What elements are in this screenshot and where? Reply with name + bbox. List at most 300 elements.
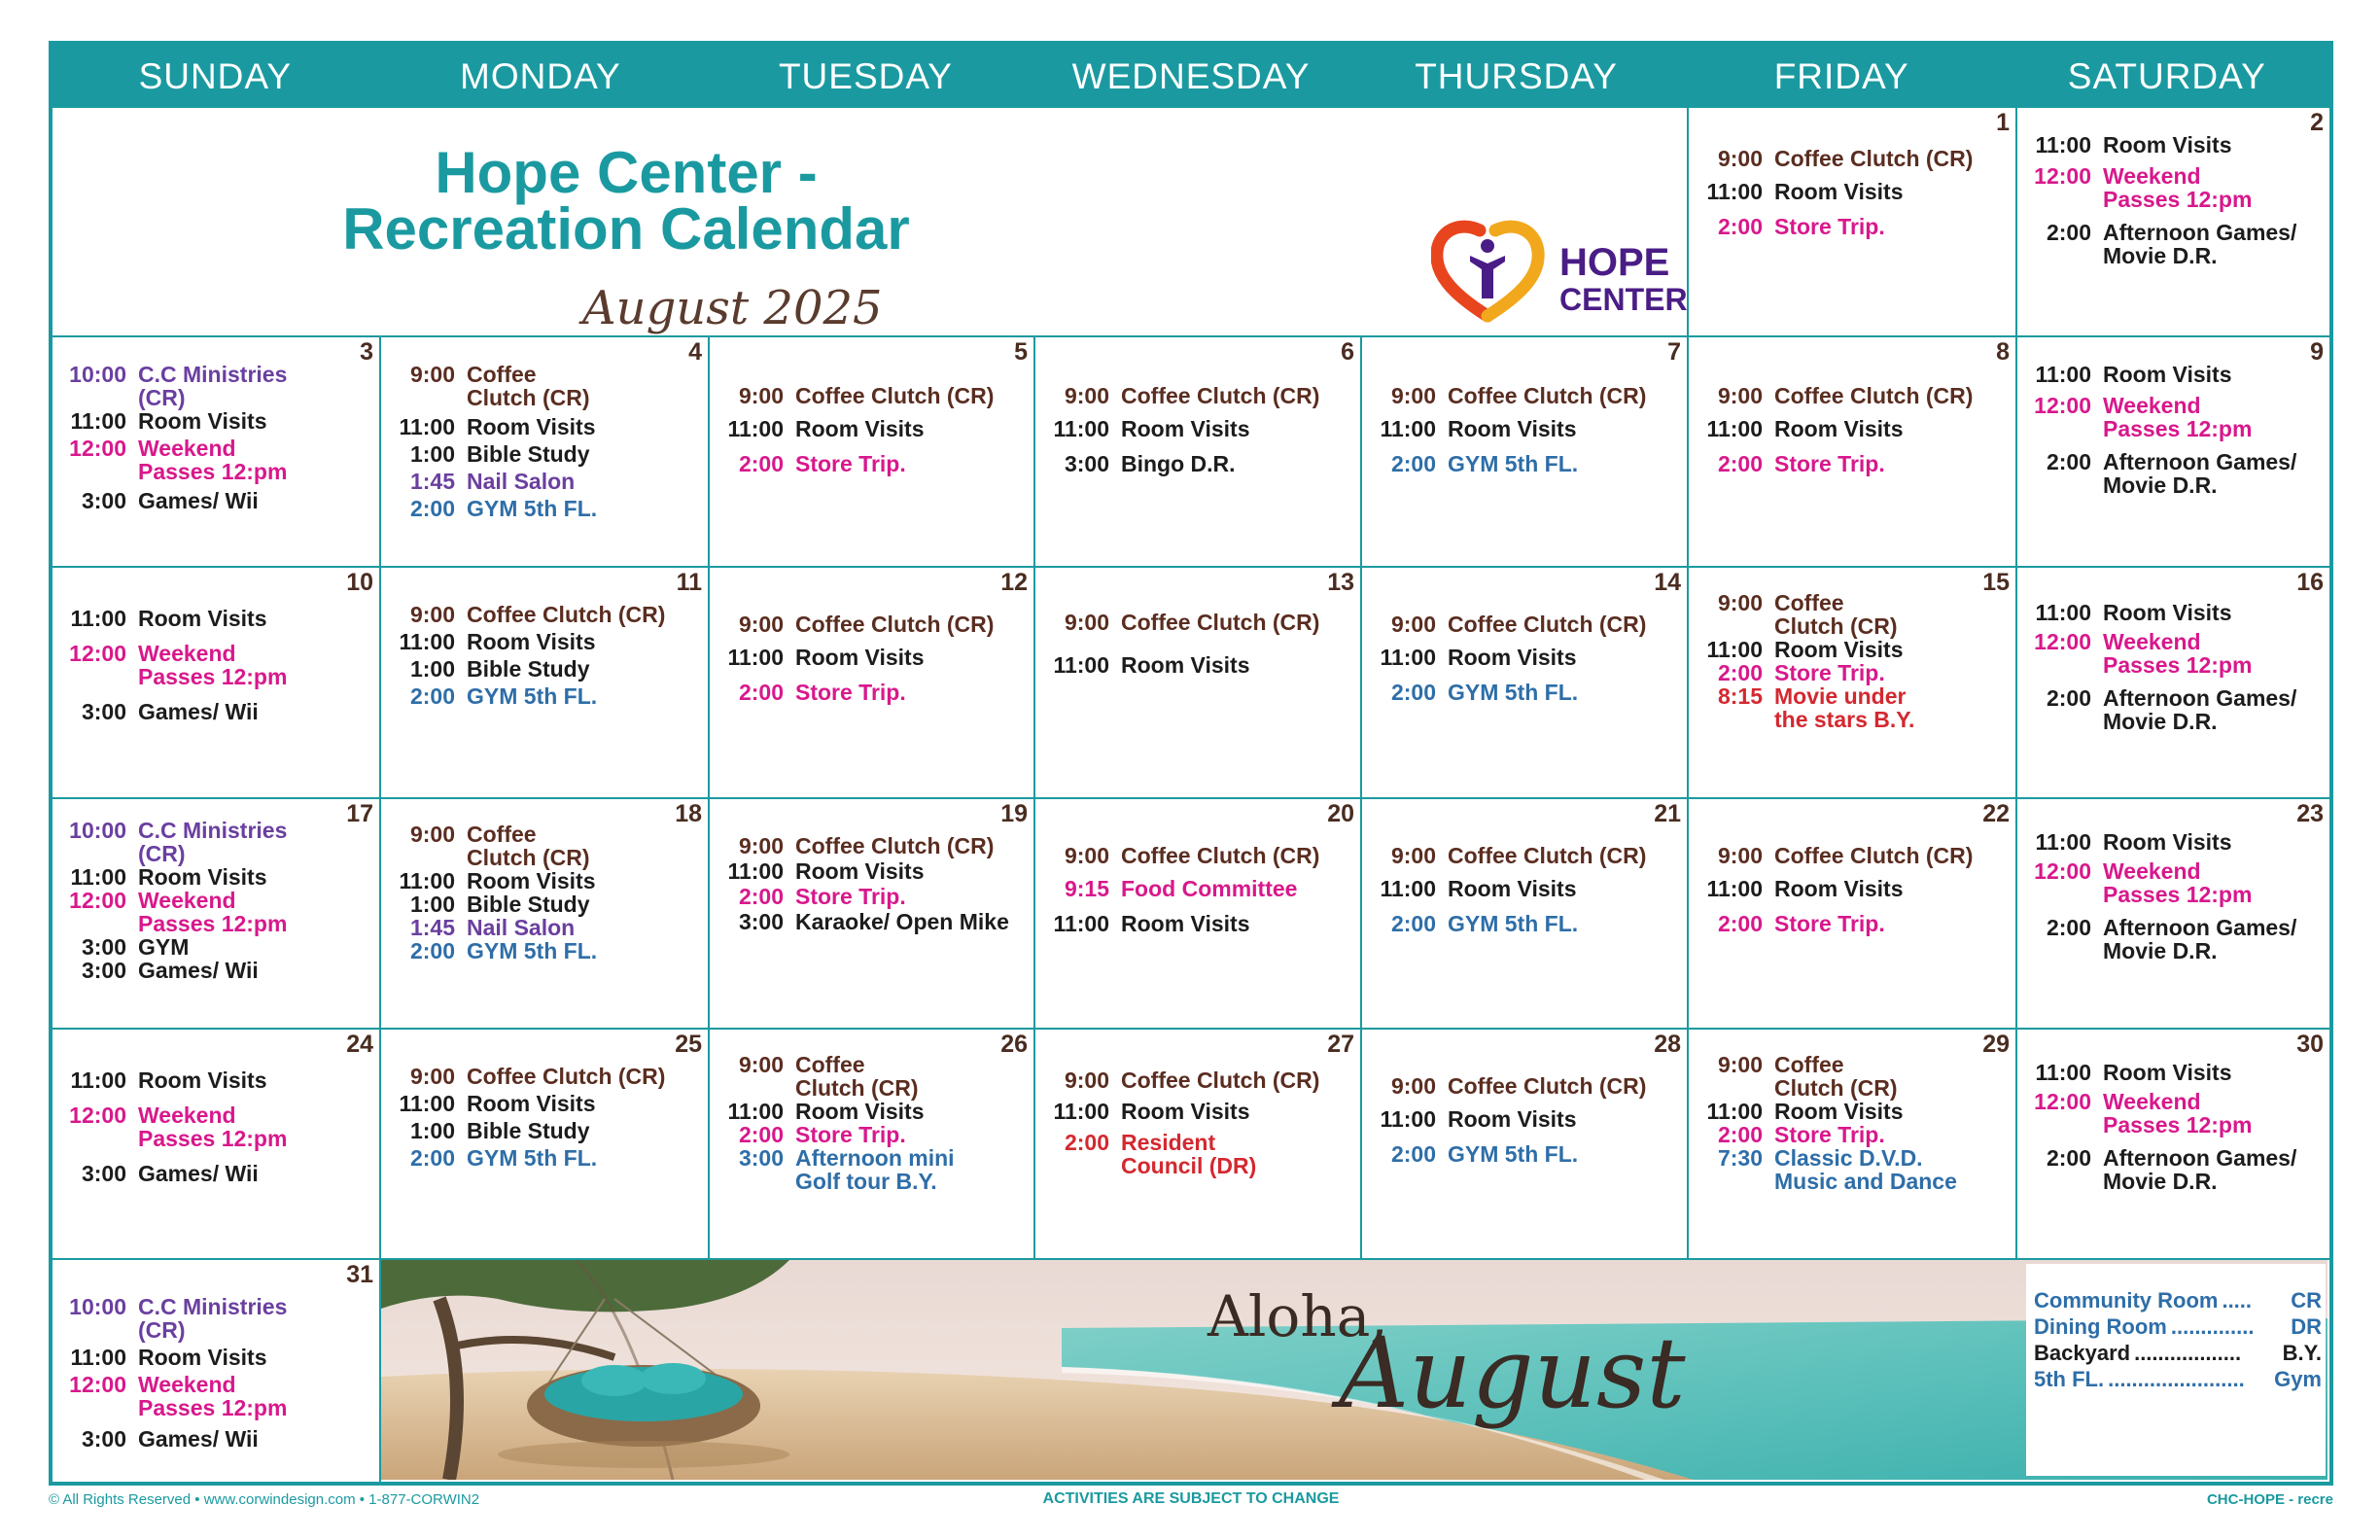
event [710,417,1033,440]
event-name: Store Trip. [1774,214,1885,239]
event-time: 9:15 [1064,876,1109,901]
event-time: 11:00 [70,1345,126,1370]
event [381,869,708,892]
day-number: 10 [346,569,373,596]
weekday-sunday: SUNDAY [138,56,293,96]
event-time: 9:00 [1390,1073,1436,1099]
event-time: 12:00 [2034,393,2091,418]
event-time: 2:00 [2046,1145,2091,1171]
day-number: 8 [1996,338,2010,366]
event-time: 2:00 [1717,660,1763,685]
event [1689,1100,2015,1123]
event-time: 10:00 [69,818,126,843]
legend-row [2034,1340,2322,1366]
event [1362,384,1687,407]
event-time: 12:00 [2034,858,2091,884]
event-name: GYM 5th FL. [467,938,598,963]
event [2017,133,2329,157]
event-name: Room Visits [1774,179,1904,204]
day-cell [710,568,1035,799]
event [1689,384,2015,407]
event [1689,661,2015,684]
august-script-text: August [1339,1316,1686,1430]
event-time: 2:00 [738,451,784,476]
day-number: 19 [1000,800,1028,827]
event-name: GYM 5th FL. [467,1145,598,1171]
event-time: 11:00 [399,868,455,893]
event-list [1689,844,2015,935]
day-number: 13 [1327,569,1354,596]
event-time: 2:00 [1390,1141,1436,1167]
event-time: 11:00 [1380,645,1436,670]
event-time: 9:00 [409,602,455,627]
event-list [2017,363,2329,497]
event-name: Weekend Passes 12:pm [138,888,288,936]
calendar [49,41,2333,1486]
weekday-saturday: SATURDAY [2067,56,2266,96]
event [2017,686,2329,733]
day-number: 27 [1327,1031,1354,1058]
event-name: Coffee Clutch (CR) [467,822,590,870]
event-name: Room Visits [2103,829,2232,855]
event [381,630,708,653]
event-list [2017,601,2329,733]
event-name: Weekend Passes 12:pm [2103,1089,2253,1138]
event [1689,417,2015,440]
event [2017,916,2329,962]
event [52,819,379,865]
event-time: 2:00 [1717,1122,1763,1147]
event [52,1103,379,1150]
legend-abbr: B.Y. [2282,1341,2322,1365]
legend-abbr: Gym [2274,1367,2322,1391]
weekday-monday: MONDAY [460,56,621,96]
logo-word-center: CENTER [1559,282,1688,317]
event-time: 3:00 [81,488,126,513]
aloha-text: Aloha, [1208,1283,1388,1349]
day-number: 15 [1982,569,2010,596]
event [1362,646,1687,669]
event-name: GYM 5th FL. [1448,680,1579,705]
event [52,700,379,723]
weekday-friday: FRIDAY [1773,56,1909,96]
event-time: 12:00 [2034,1089,2091,1114]
event-time: 2:00 [738,884,784,909]
event-list [710,1053,1033,1193]
day-cell [52,799,381,1030]
event-name: Afternoon Games/ Movie D.R. [2103,915,2297,963]
event-time: 1:00 [409,441,455,467]
day-number: 23 [2296,800,2324,827]
event-time: 11:00 [70,1068,126,1093]
event-time: 11:00 [2035,132,2091,158]
day-number: 7 [1667,338,1681,366]
event-name: Coffee Clutch (CR) [1774,1052,1898,1101]
event-time: 2:00 [2046,915,2091,940]
event-time: 10:00 [69,362,126,387]
event-name: Room Visits [467,629,596,654]
event [52,1427,379,1451]
day-number: 16 [2296,569,2324,596]
day-cell [1362,337,1689,568]
event-name: GYM [138,934,190,960]
event-list [381,363,708,520]
legend-row [2034,1313,2322,1340]
event-name: Room Visits [1121,911,1250,936]
event-name: GYM 5th FL. [467,496,598,521]
event-time: 2:00 [2046,220,2091,245]
event-list [2017,830,2329,962]
event [1689,877,2015,900]
event [1035,877,1360,900]
event-name: Coffee Clutch (CR) [1121,383,1320,408]
event [710,1100,1033,1123]
event [1362,912,1687,935]
event-name: Coffee Clutch (CR) [1774,590,1898,639]
event [381,497,708,520]
event-name: C.C Ministries (CR) [138,1294,288,1343]
event [1035,417,1360,440]
event [1362,681,1687,704]
event [2017,1090,2329,1137]
event-time: 2:00 [409,496,455,521]
day-cell [1035,1030,1362,1260]
event [1362,1074,1687,1098]
event [381,684,708,708]
event-time: 9:00 [1064,1068,1109,1093]
event-time: 12:00 [69,436,126,461]
event-time: 11:00 [727,1099,784,1124]
event [381,822,708,869]
event-name: Coffee Clutch (CR) [1448,1073,1647,1099]
event-time: 11:00 [1053,416,1109,441]
event-name: Afternoon Games/ Movie D.R. [2103,449,2297,498]
event-time: 1:45 [409,915,455,940]
day-number: 22 [1982,800,2010,827]
event-time: 11:00 [1380,1106,1436,1132]
title-line-2: Recreation Calendar [342,196,910,262]
event-time: 2:00 [1390,451,1436,476]
event-name: Coffee Clutch (CR) [467,602,666,627]
event-time: 9:00 [409,362,455,387]
event-name: Movie under the stars B.Y. [1774,683,1915,732]
day-cell [1362,1030,1689,1260]
event [710,612,1033,636]
event-name: Food Committee [1121,876,1298,901]
weekday-tuesday: TUESDAY [778,56,953,96]
event-name: Afternoon Games/ Movie D.R. [2103,1145,2297,1194]
event [381,892,708,916]
event [2017,630,2329,677]
event [1362,877,1687,900]
event-time: 9:00 [738,833,784,858]
event [52,409,379,433]
event-name: Weekend Passes 12:pm [138,641,288,689]
event [1035,1100,1360,1123]
event-name: Store Trip. [1774,451,1885,476]
event [1035,1068,1360,1092]
event [52,865,379,889]
event-name: Weekend Passes 12:pm [138,1102,288,1151]
event [381,603,708,626]
event-time: 11:00 [2035,1060,2091,1085]
event-time: 9:00 [1717,1052,1763,1077]
event-time: 11:00 [1706,179,1763,204]
aloha-august-banner [381,1260,2329,1482]
event-name: Room Visits [467,1091,596,1116]
legend-label: Backyard [2034,1341,2131,1365]
event [1362,612,1687,636]
event-name: Room Visits [2103,362,2232,387]
legend-label: Dining Room [2034,1314,2167,1339]
day-cell [710,799,1035,1030]
event-name: Room Visits [1774,637,1904,662]
event-name: GYM 5th FL. [1448,1141,1579,1167]
event-name: Games/ Wii [138,958,259,983]
day-cell [52,1260,381,1482]
hope-center-logo [1431,217,1692,324]
day-cell [381,1030,710,1260]
event-time: 11:00 [1706,637,1763,662]
day-number: 28 [1654,1031,1681,1058]
event [1689,591,2015,638]
event [710,384,1033,407]
event [710,859,1033,883]
day-number: 11 [676,569,702,596]
event-name: Room Visits [2103,132,2232,158]
event-name: Room Visits [1121,1099,1250,1124]
event-name: Nail Salon [467,469,576,494]
event-name: Coffee Clutch (CR) [1448,843,1647,868]
event [1035,653,1360,677]
legend-abbr: DR [2291,1314,2322,1339]
event [52,889,379,935]
event-name: Store Trip. [1774,660,1885,685]
event-time: 11:00 [1053,652,1109,678]
day-cell [381,337,710,568]
event-time: 11:00 [399,629,455,654]
event-list [1035,1068,1360,1177]
event-list [1362,384,1687,475]
event-name: Room Visits [1121,652,1250,678]
event-time: 2:00 [2046,685,2091,711]
event-name: Room Visits [467,868,596,893]
event-time: 9:00 [409,822,455,847]
event [52,489,379,512]
event [1035,611,1360,634]
event-list [1689,1053,2015,1193]
event-name: Coffee Clutch (CR) [795,612,995,637]
event-name: Bible Study [467,656,590,682]
event-time: 9:00 [1390,843,1436,868]
day-number: 30 [2296,1031,2324,1058]
event-name: Games/ Wii [138,488,259,513]
event [1035,1131,1360,1177]
event-name: C.C Ministries (CR) [138,818,288,866]
event [381,916,708,939]
event-name: Nail Salon [467,915,576,940]
legend-dots: ....................... [2108,1367,2245,1391]
event-name: Room Visits [795,1099,925,1124]
weekday-wednesday: WEDNESDAY [1071,56,1311,96]
calendar-grid [52,108,2329,1482]
event-name: Weekend Passes 12:pm [2103,629,2253,678]
event-name: Store Trip. [795,884,906,909]
event [2017,164,2329,211]
event-name: GYM 5th FL. [1448,911,1579,936]
event-name: Store Trip. [1774,1122,1885,1147]
event-name: Afternoon mini Golf tour B.Y. [795,1145,955,1194]
event [381,1092,708,1115]
day-number: 18 [675,800,702,827]
event-time: 2:00 [409,1145,455,1171]
event-name: Room Visits [1448,1106,1577,1132]
event-time: 3:00 [81,1426,126,1452]
day-number: 4 [688,338,702,366]
day-cell [1362,568,1689,799]
month-label: August 2025 [582,281,883,335]
event [710,885,1033,908]
event-time: 2:00 [1064,1130,1109,1155]
event-name: Store Trip. [795,451,906,476]
event-list [1035,844,1360,935]
day-number: 1 [1996,109,2010,136]
event-time: 3:00 [81,1161,126,1186]
event [381,415,708,438]
event-name: Karaoke/ Open Mike [795,909,1009,934]
event-time: 9:00 [738,612,784,637]
event-list [1362,844,1687,935]
event-time: 1:00 [409,892,455,917]
event-name: Room Visits [1448,876,1577,901]
day-cell [52,1030,381,1260]
day-cell [2017,568,2329,799]
event-name: Coffee Clutch (CR) [795,383,995,408]
event-time: 2:00 [409,938,455,963]
event [1689,638,2015,661]
document-code: CHC-HOPE - recre [2206,1491,2333,1508]
title-line-1: Hope Center - [435,140,818,205]
event-list [1689,384,2015,475]
event [1689,912,2015,935]
calendar-title [52,140,1200,262]
event-name: Coffee Clutch (CR) [795,833,995,858]
event [52,1346,379,1369]
event [710,1053,1033,1100]
event [1689,684,2015,731]
event-time: 9:00 [1717,383,1763,408]
event [381,1065,708,1088]
event-list [1362,612,1687,704]
event-time: 1:00 [409,1118,455,1143]
copyright-text: © All Rights Reserved • www.corwindesign.com • 1-877-CORWIN2 [49,1491,480,1508]
event-name: Room Visits [1774,876,1904,901]
day-cell [1689,337,2017,568]
event-time: 11:00 [2035,600,2091,625]
event-list [1362,1074,1687,1166]
event-time: 2:00 [738,680,784,705]
event-time: 3:00 [738,1145,784,1171]
day-number: 26 [1000,1031,1028,1058]
day-number: 31 [346,1261,373,1288]
event-name: Coffee Clutch (CR) [1121,1068,1320,1093]
day-cell [1035,568,1362,799]
day-cell [2017,1030,2329,1260]
event-time: 11:00 [1053,911,1109,936]
event-name: Weekend Passes 12:pm [138,436,288,484]
footer [49,1488,2333,1513]
day-cell [1689,1030,2017,1260]
event [1035,384,1360,407]
event-time: 11:00 [1706,1099,1763,1124]
event [52,1295,379,1342]
event [2017,394,2329,440]
event [381,470,708,493]
event-time: 3:00 [81,699,126,724]
weekday-header [52,45,2329,108]
event [710,452,1033,475]
event-name: Afternoon Games/ Movie D.R. [2103,685,2297,734]
event-time: 9:00 [1390,612,1436,637]
event [1689,1123,2015,1146]
event-list [52,819,379,982]
event-time: 11:00 [1706,416,1763,441]
event-time: 1:00 [409,656,455,682]
event-time: 12:00 [69,1372,126,1397]
event-name: GYM 5th FL. [467,683,598,709]
event-name: Coffee Clutch (CR) [1448,612,1647,637]
event-time: 12:00 [69,1102,126,1128]
event-name: Bible Study [467,1118,590,1143]
event [710,646,1033,669]
event-time: 11:00 [1053,1099,1109,1124]
event-name: Coffee Clutch (CR) [1774,383,1974,408]
day-number: 24 [346,1031,373,1058]
event [710,1146,1033,1193]
event-name: Bible Study [467,441,590,467]
event [1689,180,2015,203]
event-list [2017,133,2329,267]
event-name: Room Visits [2103,1060,2232,1085]
day-cell [2017,799,2329,1030]
event [381,1146,708,1170]
event-time: 9:00 [409,1064,455,1089]
logo-word-hope: HOPE [1559,241,1670,284]
event-time: 11:00 [399,414,455,439]
event-list [1035,384,1360,475]
event [1035,912,1360,935]
event [1689,147,2015,170]
event-name: Store Trip. [795,680,906,705]
day-number: 14 [1654,569,1681,596]
person-body-icon [1470,256,1505,298]
event-time: 11:00 [1380,416,1436,441]
event-time: 11:00 [70,606,126,631]
event-name: Coffee Clutch (CR) [1121,843,1320,868]
event-time: 11:00 [70,864,126,890]
day-number: 20 [1327,800,1354,827]
day-cell [1689,108,2017,337]
event-time: 2:00 [1717,911,1763,936]
event [381,363,708,409]
event [2017,601,2329,624]
event-name: C.C Ministries (CR) [138,362,288,410]
event-time: 8:15 [1717,683,1763,709]
event-list [52,1295,379,1451]
event-list [381,822,708,962]
day-cell [381,568,710,799]
event-name: Store Trip. [795,1122,906,1147]
